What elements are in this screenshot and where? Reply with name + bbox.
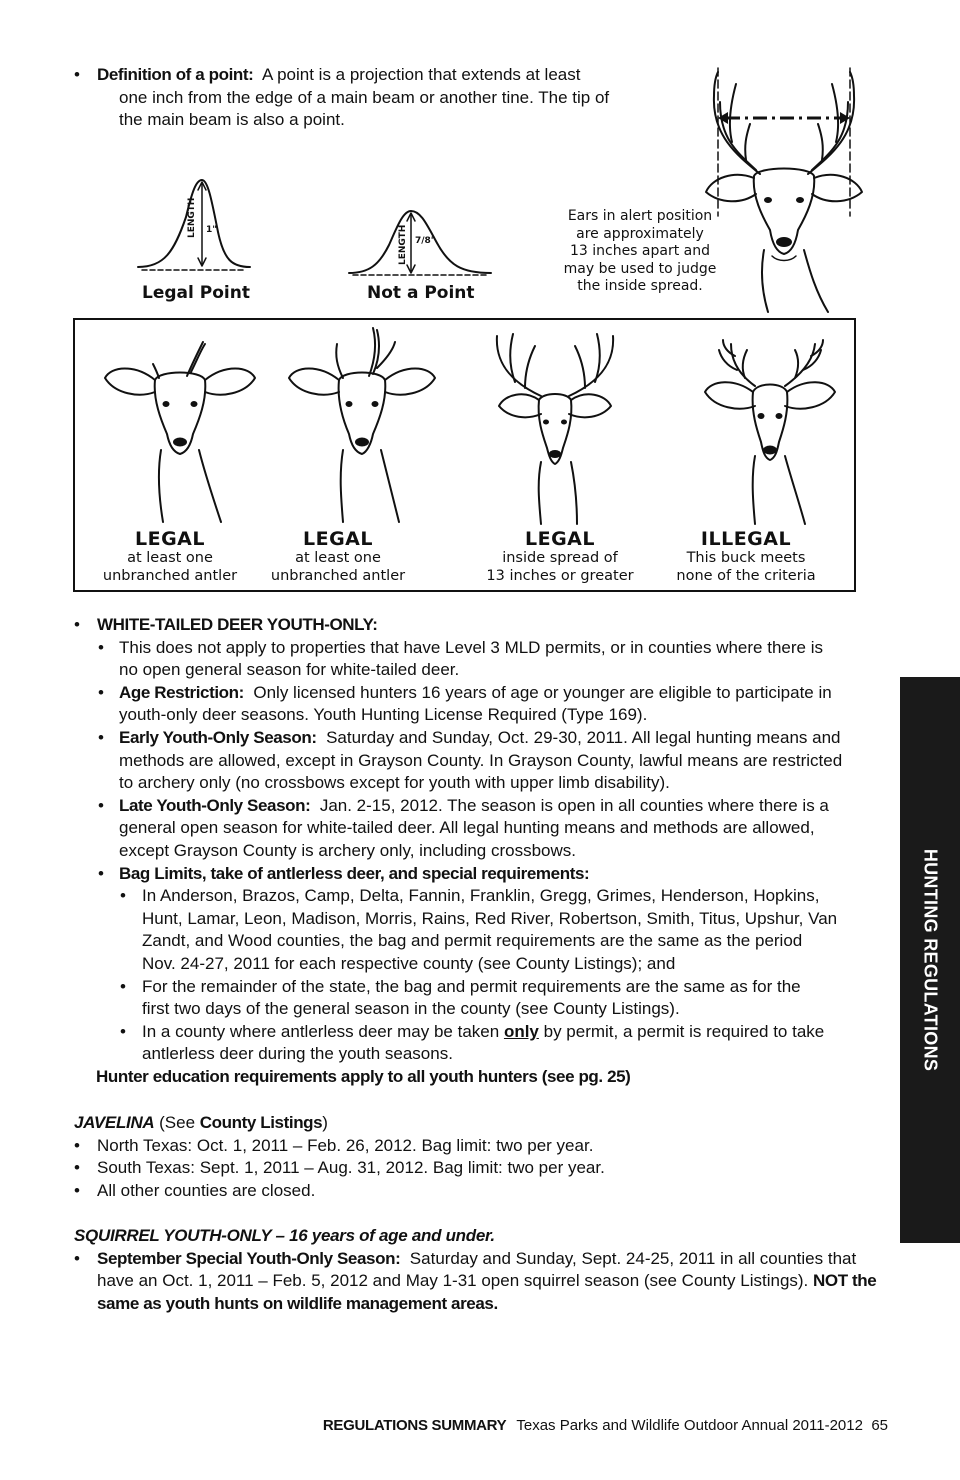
list-item bbox=[74, 1157, 889, 1180]
deer-illegal bbox=[695, 326, 845, 526]
footer-section: REGULATIONS SUMMARY bbox=[322, 1417, 507, 1434]
legal-point-caption: Legal Point bbox=[142, 283, 250, 303]
list-item bbox=[74, 863, 889, 886]
list-item-text: Only licensed hunters 16 years of age or younger are eligible to participate in bbox=[253, 682, 832, 702]
section-title: SQUIRREL YOUTH-ONLY – 16 years of age and under. bbox=[74, 1226, 495, 1245]
item-label: Bag Limits, take of antlerless deer, and special requirements: bbox=[119, 863, 590, 883]
bullet: • bbox=[74, 1135, 80, 1155]
emphasis-text: NOT the bbox=[813, 1271, 877, 1291]
list-item bbox=[74, 795, 889, 863]
item-label: Early Youth-Only Season: bbox=[119, 727, 317, 747]
legal-point-diagram bbox=[134, 172, 254, 272]
deer-desc-line: none of the criteria bbox=[676, 568, 816, 584]
list-item-text: have an Oct. 1, 2011 – Feb. 5, 2012 and May 1-31 open squirrel season (see County Listings). bbox=[97, 1271, 814, 1291]
deer-desc-line: unbranched antler bbox=[102, 568, 238, 584]
point-definition bbox=[74, 64, 674, 132]
not-a-point-caption: Not a Point bbox=[367, 283, 475, 303]
deer-desc-line: unbranched antler bbox=[270, 568, 406, 584]
bullet: • bbox=[98, 795, 104, 815]
youth-deer-section bbox=[74, 614, 889, 1088]
sub-list-item bbox=[74, 885, 889, 975]
bullet: • bbox=[74, 1158, 80, 1178]
list-item-text: All other counties are closed. bbox=[97, 1180, 316, 1200]
bullet: • bbox=[120, 976, 126, 996]
deer-status: ILLEGAL bbox=[700, 528, 792, 550]
emphasis-only: only bbox=[503, 1021, 539, 1041]
measure-label: 7/8" bbox=[415, 236, 436, 246]
section-title: JAVELINA bbox=[74, 1113, 155, 1132]
list-item bbox=[74, 682, 889, 727]
javelina-section bbox=[74, 1112, 889, 1202]
side-tab-label: HUNTING REGULATIONS bbox=[920, 848, 941, 1072]
length-label: LENGTH bbox=[398, 224, 408, 265]
deer-status: LEGAL bbox=[525, 528, 595, 550]
bullet: • bbox=[74, 1180, 80, 1200]
ears-note-line: 13 inches apart and bbox=[569, 243, 711, 260]
footer-publication: Texas Parks and Wildlife Outdoor Annual 2011-2012 bbox=[516, 1417, 863, 1434]
list-item-text: For the remainder of the state, the bag and permit requirements are the same as for the bbox=[142, 976, 801, 996]
list-item-text: Saturday and Sunday, Oct. 29-30, 2011. All legal hunting means and bbox=[326, 727, 841, 747]
deer-description bbox=[75, 549, 265, 585]
list-item-text: North Texas: Oct. 1, 2011 – Feb. 26, 2012. Bag limit: two per year. bbox=[97, 1135, 594, 1155]
page-number: 65 bbox=[871, 1417, 888, 1434]
bullet: • bbox=[74, 615, 80, 634]
item-label: Age Restriction: bbox=[119, 682, 244, 702]
list-item-text: no open general season for white-tailed deer. bbox=[119, 660, 460, 680]
list-item-text: Saturday and Sunday, Sept. 24-25, 2011 in all counties that bbox=[409, 1248, 857, 1268]
section-side-tab bbox=[900, 677, 960, 1243]
ears-note bbox=[560, 208, 720, 296]
list-item-text: by permit, a permit is required to take bbox=[538, 1021, 825, 1041]
bullet: • bbox=[74, 65, 80, 84]
sub-list-item bbox=[74, 976, 889, 1021]
definition-text: one inch from the edge of a main beam or another tine. The tip of bbox=[119, 87, 610, 107]
measure-label: 1" bbox=[206, 225, 217, 235]
list-item bbox=[74, 1135, 889, 1158]
sub-list-item bbox=[74, 1021, 889, 1066]
list-item-text: In a county where antlerless deer may be taken bbox=[142, 1021, 504, 1041]
list-item-text: Jan. 2-15, 2012. The season is open in all counties where there is a bbox=[319, 795, 829, 815]
ears-note-line: Ears in alert position bbox=[567, 208, 713, 224]
list-item-text: Zandt, and Wood counties, the bag and permit requirements are the same as the period bbox=[142, 931, 803, 951]
list-item-text: This does not apply to properties that have Level 3 MLD permits, or in counties where there is bbox=[119, 637, 823, 657]
see-text: (See bbox=[154, 1113, 200, 1132]
list-item-text: except Grayson County is archery only, including crossbows. bbox=[119, 840, 576, 860]
length-label: LENGTH bbox=[187, 197, 197, 238]
deer-status: LEGAL bbox=[303, 528, 373, 550]
definition-text: the main beam is also a point. bbox=[119, 110, 345, 130]
ears-note-line: may be used to judge bbox=[563, 260, 717, 277]
not-a-point-diagram bbox=[345, 205, 495, 277]
deer-desc-line: This buck meets bbox=[686, 550, 806, 566]
list-item-text: In Anderson, Brazos, Camp, Delta, Fannin, Franklin, Gregg, Grimes, Henderson, Hopkins, bbox=[142, 886, 820, 906]
deer-desc-line: inside spread of bbox=[502, 550, 618, 566]
section-heading: WHITE-TAILED DEER YOUTH-ONLY: bbox=[97, 615, 378, 634]
list-item bbox=[74, 1180, 889, 1203]
ears-note-line: are approximately bbox=[576, 225, 704, 242]
list-item bbox=[74, 727, 889, 795]
deer-legal-spread bbox=[485, 326, 625, 526]
bullet: • bbox=[120, 1021, 126, 1041]
list-item bbox=[74, 637, 889, 682]
deer-desc-line: at least one bbox=[295, 550, 381, 566]
bullet: • bbox=[98, 727, 104, 747]
deer-desc-line: at least one bbox=[127, 550, 213, 566]
list-item-text: Nov. 24-27, 2011 for each respective county (see County Listings); and bbox=[142, 953, 676, 973]
antler-criteria-box bbox=[73, 318, 856, 592]
deer-description bbox=[651, 549, 841, 585]
list-item-text: youth-only deer seasons. Youth Hunting License Required (Type 169). bbox=[119, 705, 648, 725]
list-item-text: Hunt, Lamar, Leon, Madison, Morris, Rains, Red River, Robertson, Smith, Titus, Upshur, Van bbox=[142, 908, 838, 928]
bullet: • bbox=[98, 682, 104, 702]
bullet: • bbox=[98, 637, 104, 657]
item-label: September Special Youth-Only Season: bbox=[97, 1248, 401, 1268]
bullet: • bbox=[120, 886, 126, 906]
deer-status: LEGAL bbox=[135, 528, 205, 550]
deer-spread-illustration bbox=[698, 66, 878, 314]
bullet: • bbox=[74, 1248, 80, 1268]
hunter-education-note: Hunter education requirements apply to all youth hunters (see pg. 25) bbox=[96, 1066, 631, 1086]
paren-close: ) bbox=[322, 1113, 328, 1132]
page-footer bbox=[323, 1417, 888, 1434]
deer-description bbox=[243, 549, 433, 585]
item-label: Late Youth-Only Season: bbox=[119, 795, 311, 815]
list-item-text: general open season for white-tailed deer. All legal hunting means and methods are allowed, bbox=[119, 818, 815, 838]
bullet: • bbox=[98, 863, 104, 883]
county-listings-ref: County Listings bbox=[199, 1113, 323, 1132]
deer-description bbox=[465, 549, 655, 585]
list-item-text: South Texas: Sept. 1, 2011 – Aug. 31, 2012. Bag limit: two per year. bbox=[97, 1158, 605, 1178]
list-item-text: methods are allowed, except in Grayson County. In Grayson County, lawful means are restricted bbox=[119, 750, 843, 770]
deer-desc-line: 13 inches or greater bbox=[486, 568, 634, 584]
list-item-text: antlerless deer during the youth seasons. bbox=[142, 1044, 453, 1064]
deer-legal-unbranched-2 bbox=[277, 324, 447, 524]
emphasis-text: same as youth hunts on wildlife management areas. bbox=[97, 1293, 498, 1313]
definition-label: Definition of a point: bbox=[97, 65, 254, 84]
list-item-text: to archery only (no crossbows except for youth with upper limb disability). bbox=[119, 773, 670, 793]
squirrel-section bbox=[74, 1225, 889, 1315]
list-item bbox=[74, 1248, 889, 1316]
deer-legal-unbranched-1 bbox=[95, 334, 265, 524]
definition-text: A point is a projection that extends at least bbox=[261, 65, 581, 84]
ears-note-line: the inside spread. bbox=[577, 278, 703, 295]
list-item-text: first two days of the general season in the county (see County Listings). bbox=[142, 999, 680, 1019]
